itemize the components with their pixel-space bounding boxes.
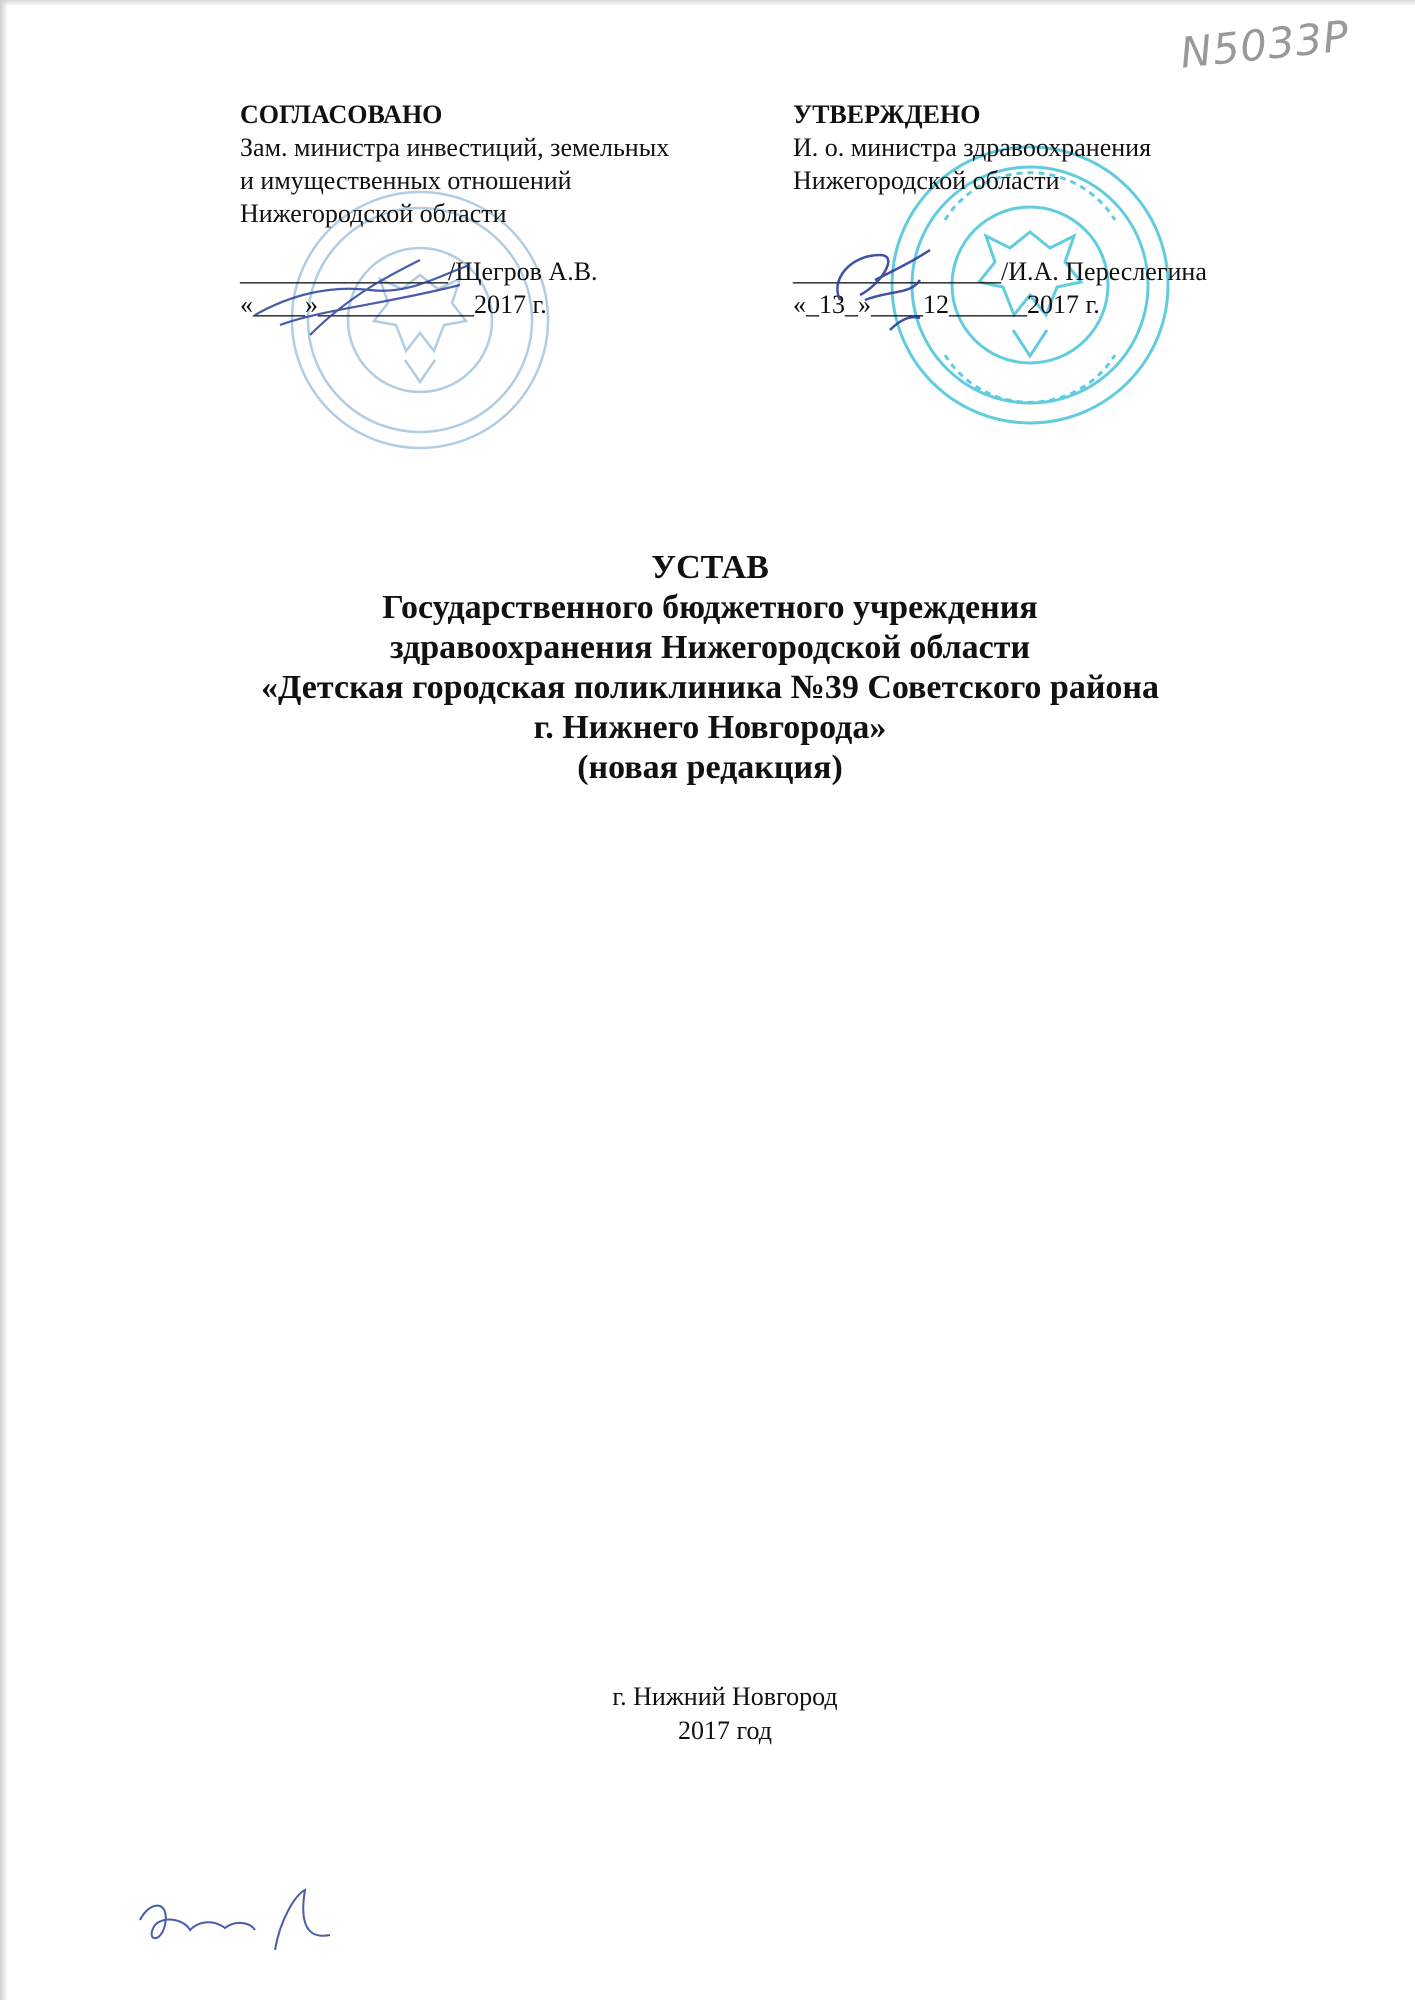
approval-left-position-line2: и имущественных отношений: [240, 166, 572, 195]
approval-right-position-line2: Нижегородской области: [793, 166, 1060, 195]
title-line-3: здравоохранения Нижегородской области: [389, 629, 1031, 666]
signature-left: [250, 255, 480, 345]
approval-right-position-line1: И. о. министра здравоохранения: [793, 133, 1152, 162]
approval-left-heading: СОГЛАСОВАНО: [240, 100, 443, 129]
title-line-5: г. Нижнего Новгорода»: [533, 709, 887, 746]
title-line-1: УСТАВ: [651, 549, 769, 586]
title-line-2: Государственного бюджетного учреждения: [382, 589, 1038, 626]
handwritten-registration-number: N5033Р: [1177, 11, 1352, 78]
approval-right-date-line: «_13_»____12______2017 г.: [793, 290, 1100, 319]
document-title: [210, 548, 1210, 788]
approval-right-heading: УТВЕРЖДЕНО: [793, 100, 981, 129]
footer-year: 2017 год: [678, 1716, 772, 1745]
document-footer: [560, 1680, 890, 1748]
approval-left-position-line3: Нижегородской области: [240, 199, 507, 228]
approval-left-signature-line: ________________/Щегров А.В.: [240, 257, 598, 286]
scan-edge-left: [0, 0, 8, 2000]
footer-city: г. Нижний Новгород: [612, 1682, 838, 1711]
title-line-6: (новая редакция): [577, 749, 843, 786]
title-line-4: «Детская городская поликлиника №39 Советского района: [260, 669, 1160, 706]
handwritten-initials: [130, 1880, 340, 1960]
approval-right-signature-line: ________________/И.А. Переслегина: [793, 257, 1207, 286]
approval-left-date-line: «____»____________2017 г.: [240, 290, 547, 319]
approval-left-position-line1: Зам. министра инвестиций, земельных: [240, 133, 670, 162]
signature-right: [820, 240, 950, 340]
scan-edge-top: [0, 0, 1415, 6]
